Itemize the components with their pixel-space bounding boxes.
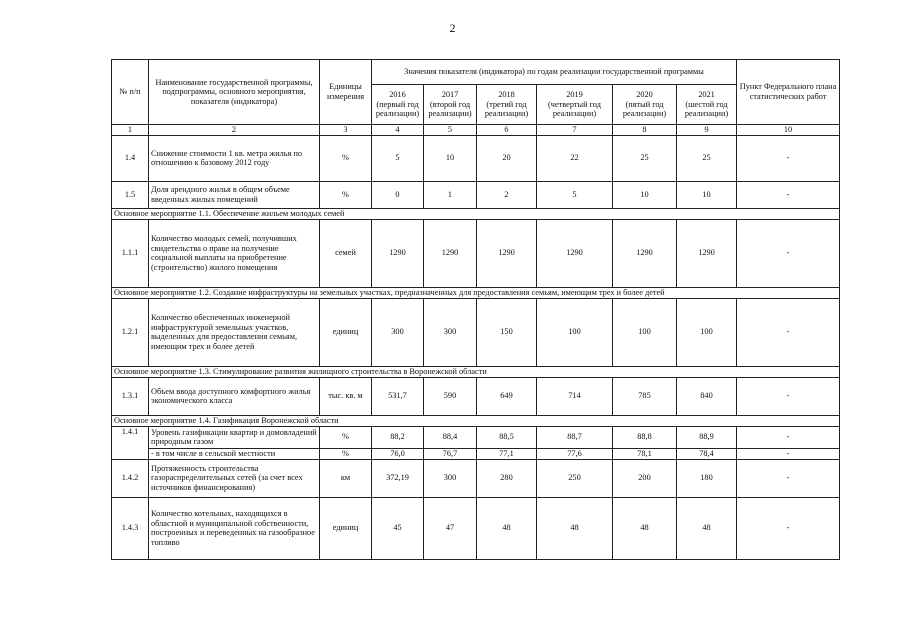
row-name: Протяженность строительства газораспределительных сетей (за счет всех источников финансирования) (149, 459, 320, 497)
header-year-2021: 2021 (шестой год реализации) (677, 85, 737, 125)
row-value: 77,6 (537, 448, 613, 459)
row-value: 25 (677, 135, 737, 181)
row-value: 531,7 (372, 377, 424, 415)
row-value: 78,4 (677, 448, 737, 459)
col-number: 1 (112, 125, 149, 136)
row-value: 88,4 (424, 426, 477, 448)
row-value: 0 (372, 181, 424, 208)
row-value: 48 (613, 497, 677, 559)
row-unit: % (320, 448, 372, 459)
row-name: Объем ввода доступного комфортного жилья экономического класса (149, 377, 320, 415)
row-value: 78,1 (613, 448, 677, 459)
row-unit: тыс. кв. м (320, 377, 372, 415)
table-row (112, 459, 840, 497)
row-value: 300 (424, 298, 477, 366)
section-row (112, 287, 840, 298)
row-value: 180 (677, 459, 737, 497)
section-title: Основное мероприятие 1.3. Стимулирование развития жилищного строительства в Воронежской области (112, 366, 840, 377)
section-title: Основное мероприятие 1.4. Газификация Воронежской области (112, 415, 840, 426)
col-number: 4 (372, 125, 424, 136)
row-value: 1290 (424, 219, 477, 287)
row-value: 100 (613, 298, 677, 366)
col-number: 5 (424, 125, 477, 136)
row-value: 10 (424, 135, 477, 181)
row-unit: % (320, 426, 372, 448)
row-name: Количество котельных, находящихся в областной и муниципальной собственности, построенных и переведенных на газообразное топливо (149, 497, 320, 559)
row-value: 76,0 (372, 448, 424, 459)
header-name: Наименование государственной программы, подпрограммы, основного мероприятия, показателя (индикатора) (149, 60, 320, 125)
row-value: 5 (372, 135, 424, 181)
row-value: 1290 (477, 219, 537, 287)
row-value: 1290 (537, 219, 613, 287)
row-value: 77,1 (477, 448, 537, 459)
section-row (112, 415, 840, 426)
row-plan: - (737, 135, 840, 181)
row-name: Количество молодых семей, получивших свидетельства о праве на получение социальной выплаты на приобретение (строительство) жилого помещения (149, 219, 320, 287)
col-number: 7 (537, 125, 613, 136)
row-value: 300 (424, 459, 477, 497)
row-value: 372,19 (372, 459, 424, 497)
row-value: 48 (677, 497, 737, 559)
table-row (112, 135, 840, 181)
row-plan: - (737, 426, 840, 448)
row-value: 25 (613, 135, 677, 181)
row-name: Уровень газификации квартир и домовладений природным газом (149, 426, 320, 448)
section-row (112, 366, 840, 377)
row-value: 250 (537, 459, 613, 497)
row-unit: % (320, 135, 372, 181)
row-value: 1290 (372, 219, 424, 287)
row-value: 88,2 (372, 426, 424, 448)
row-value: 88,9 (677, 426, 737, 448)
row-num: 1.1.1 (112, 219, 149, 287)
row-value: 10 (613, 181, 677, 208)
row-value: 840 (677, 377, 737, 415)
row-plan: - (737, 377, 840, 415)
row-name: Количество обеспеченных инженерной инфраструктурой земельных участков, выделенных для предоставления семьям, имеющим трех и более детей (149, 298, 320, 366)
row-num: 1.4.1 (112, 426, 149, 459)
row-plan: - (737, 181, 840, 208)
table-row (112, 181, 840, 208)
row-value: 22 (537, 135, 613, 181)
row-name: Доля арендного жилья в общем объеме введенных жилых помещений (149, 181, 320, 208)
header-year-2020: 2020 (пятый год реализации) (613, 85, 677, 125)
row-value: 300 (372, 298, 424, 366)
row-value: 48 (477, 497, 537, 559)
row-unit: семей (320, 219, 372, 287)
row-value: 1 (424, 181, 477, 208)
row-unit: км (320, 459, 372, 497)
row-value: 88,8 (613, 426, 677, 448)
row-num: 1.4.3 (112, 497, 149, 559)
col-number: 9 (677, 125, 737, 136)
header-year-2019: 2019 (четвертый год реализации) (537, 85, 613, 125)
row-num: 1.4 (112, 135, 149, 181)
col-number: 10 (737, 125, 840, 136)
row-plan: - (737, 497, 840, 559)
page-number: 2 (449, 21, 456, 35)
row-value: 280 (477, 459, 537, 497)
row-unit: % (320, 181, 372, 208)
header-year-2017: 2017 (второй год реализации) (424, 85, 477, 125)
section-row (112, 208, 840, 219)
header-unit: Единицы измерения (320, 60, 372, 125)
row-value: 76,7 (424, 448, 477, 459)
row-value: 2 (477, 181, 537, 208)
header-plan: Пункт Федерального плана статистических работ (737, 60, 840, 125)
header-year-2016: 2016 (первый год реализации) (372, 85, 424, 125)
row-value: 200 (613, 459, 677, 497)
row-value: 5 (537, 181, 613, 208)
row-value: 649 (477, 377, 537, 415)
row-plan: - (737, 298, 840, 366)
col-number: 2 (149, 125, 320, 136)
row-num: 1.2.1 (112, 298, 149, 366)
row-name: - в том числе в сельской местности (149, 448, 320, 459)
col-number: 6 (477, 125, 537, 136)
row-value: 714 (537, 377, 613, 415)
table-row (112, 219, 840, 287)
row-value: 20 (477, 135, 537, 181)
col-number: 8 (613, 125, 677, 136)
row-plan: - (737, 459, 840, 497)
row-plan: - (737, 219, 840, 287)
row-num: 1.3.1 (112, 377, 149, 415)
section-title: Основное мероприятие 1.2. Создание инфраструктуры на земельных участках, предназначенных для предоставления семьям, имеющим трех и более детей (112, 287, 840, 298)
row-num: 1.5 (112, 181, 149, 208)
row-num: 1.4.2 (112, 459, 149, 497)
table-row (112, 448, 840, 459)
row-value: 45 (372, 497, 424, 559)
row-value: 100 (537, 298, 613, 366)
section-title: Основное мероприятие 1.1. Обеспечение жильем молодых семей (112, 208, 840, 219)
row-value: 150 (477, 298, 537, 366)
row-value: 88,7 (537, 426, 613, 448)
row-value: 48 (537, 497, 613, 559)
row-plan: - (737, 448, 840, 459)
header-values: Значения показателя (индикатора) по годам реализации государственной программы (372, 60, 737, 85)
table-row (112, 426, 840, 448)
row-value: 47 (424, 497, 477, 559)
row-value: 100 (677, 298, 737, 366)
table-row (112, 298, 840, 366)
indicators-table (111, 59, 840, 560)
header-num: № п/п (112, 60, 149, 125)
header-year-2018: 2018 (третий год реализации) (477, 85, 537, 125)
table-row (112, 497, 840, 559)
header-row-top (112, 60, 840, 85)
row-name: Снижение стоимости 1 кв. метра жилья по отношению к базовому 2012 году (149, 135, 320, 181)
row-unit: единиц (320, 497, 372, 559)
row-value: 10 (677, 181, 737, 208)
row-value: 88,5 (477, 426, 537, 448)
table-row (112, 377, 840, 415)
row-value: 785 (613, 377, 677, 415)
row-unit: единиц (320, 298, 372, 366)
row-value: 1290 (613, 219, 677, 287)
col-number: 3 (320, 125, 372, 136)
row-value: 1290 (677, 219, 737, 287)
column-numbers-row (112, 125, 840, 136)
row-value: 590 (424, 377, 477, 415)
